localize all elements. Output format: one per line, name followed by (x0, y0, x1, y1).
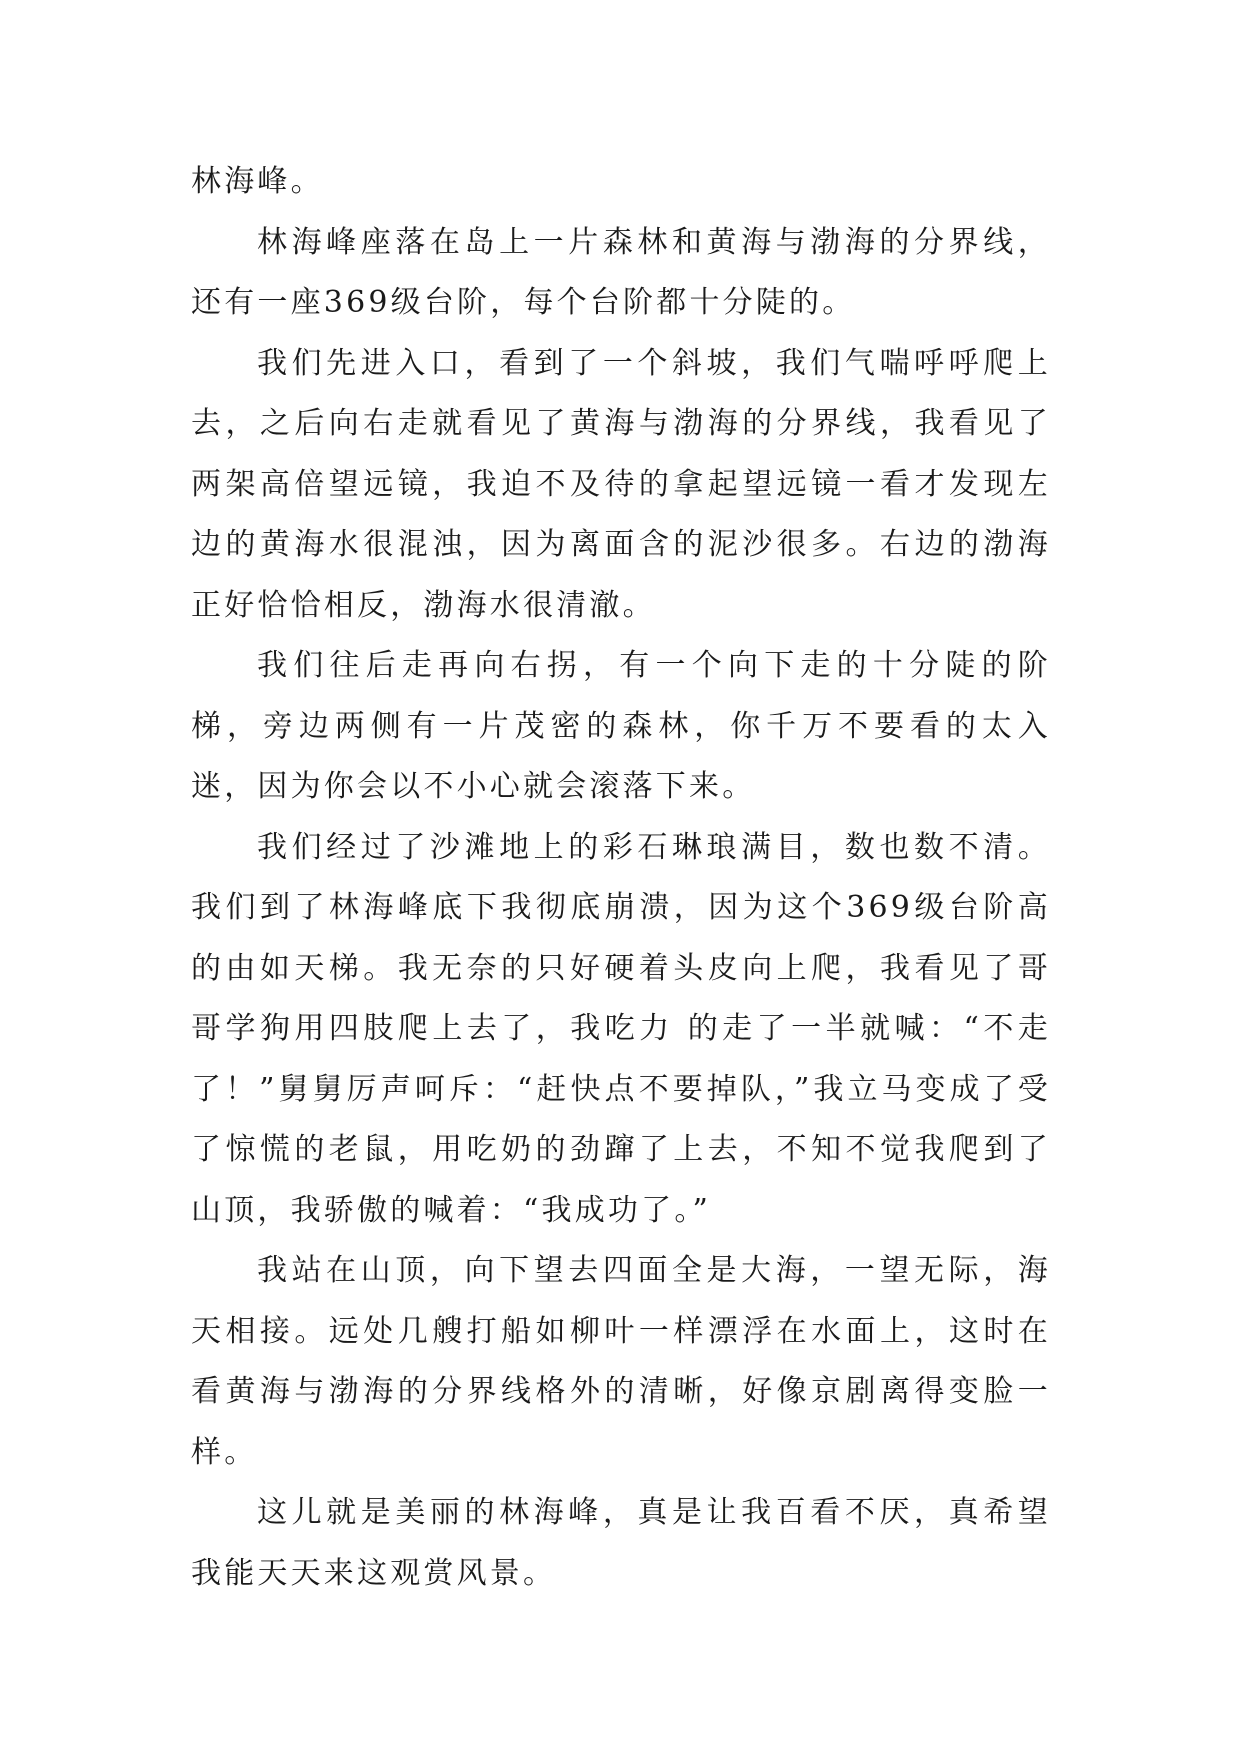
paragraph-4: 我们往后走再向右拐，有一个向下走的十分陡的阶梯，旁边两侧有一片茂密的森林，你千万不要看的太入迷，因为你会以不小心就会滚落下来。 (191, 648, 1051, 804)
paragraph-6: 我站在山顶，向下望去四面全是大海，一望无际，海天相接。远处几艘打船如柳叶一样漂浮在水面上，这时在看黄海与渤海的分界线格外的清晰，好像京剧离得变脸一样。 (191, 1253, 1051, 1470)
paragraph-7: 这儿就是美丽的林海峰，真是让我百看不厌，真希望我能天天来这观赏风景。 (191, 1495, 1051, 1591)
essay-body (191, 152, 1051, 1604)
paragraph-3: 我们先进入口，看到了一个斜坡，我们气喘呼呼爬上去，之后向右走就看见了黄海与渤海的分界线，我看见了两架高倍望远镜，我迫不及待的拿起望远镜一看才发现左边的黄海水很混浊，因为离面含的泥沙很多。右边的渤海正好恰恰相反，渤海水很清澈。 (191, 345, 1051, 623)
paragraph-2: 林海峰座落在岛上一片森林和黄海与渤海的分界线，还有一座369级台阶，每个台阶都十分陡的。 (191, 224, 1051, 320)
paragraph-1: 林海峰。 (191, 164, 324, 199)
paragraph-5: 我们经过了沙滩地上的彩石琳琅满目，数也数不清。我们到了林海峰底下我彻底崩溃，因为这个369级台阶高的由如天梯。我无奈的只好硬着头皮向上爬，我看见了哥哥学狗用四肢爬上去了，我吃力 的走了一半就喊：“不走了！”舅舅厉声呵斥：“赶快点不要掉队，”我立马变成了受了惊慌的老鼠，用吃奶的劲蹿了上去，不知不觉我爬到了山顶，我骄傲的喊着：“我成功了。” (191, 829, 1051, 1228)
